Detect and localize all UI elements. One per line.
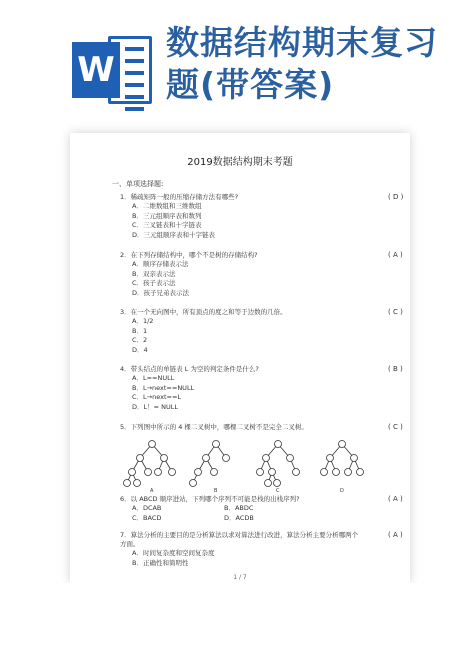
tree-label: C xyxy=(276,488,280,494)
question-2 xyxy=(120,251,403,298)
option: A．顺序存储表示法 xyxy=(132,260,189,268)
question-stem: 5．下列图中所示的 4 棵二叉树中，哪棵二叉树不是完全二叉树。 xyxy=(120,423,308,431)
question-3 xyxy=(120,308,403,355)
option: A．1/2 xyxy=(132,317,154,325)
question-answer: ( A ) xyxy=(388,531,403,539)
tree-label: B xyxy=(214,488,218,494)
question-answer: ( A ) xyxy=(388,251,403,259)
option: D．三元组顺序表和十字链表 xyxy=(132,230,216,239)
question-answer: ( C ) xyxy=(388,423,403,431)
option: A．时间复杂度和空间复杂度 xyxy=(132,549,215,557)
question-answer: ( B ) xyxy=(388,365,403,373)
option: B．正确性和简明性 xyxy=(132,558,189,567)
word-logo-glyph: W xyxy=(72,42,120,98)
question-answer: ( D ) xyxy=(388,193,404,201)
section-heading: 一、单项选择题: xyxy=(112,180,164,188)
option: A．二维数组和三维数组 xyxy=(132,202,202,210)
bottom-background xyxy=(0,583,474,669)
document-title: 2019数据结构期末考题 xyxy=(187,157,293,168)
question-answer: ( C ) xyxy=(388,308,403,316)
question-stem: 2．在下列存储结构中，哪个不是树的存储结构? xyxy=(120,251,258,259)
option: D．4 xyxy=(132,345,148,354)
option: D．孩子兄弟表示法 xyxy=(132,288,190,297)
option: B．1 xyxy=(132,326,148,335)
option: B．L→next==NULL xyxy=(132,383,195,392)
document-preview xyxy=(70,133,410,583)
question-7 xyxy=(120,531,403,568)
question-stem: 6．以 ABCD 顺序进站，下列哪个序列不可能是栈的出栈序列? xyxy=(120,495,300,503)
tree-b xyxy=(190,441,230,487)
question-4 xyxy=(120,365,403,412)
question-stem: 4．带头结点的单链表 L 为空的判定条件是什么? xyxy=(120,365,259,373)
question-5 xyxy=(120,423,403,432)
question-stem: 3．在一个无向图中，所有顶点的度之和等于边数的几倍。 xyxy=(120,308,287,316)
question-stem: 7．算法分析的主要目的是分析算法以求对算法进行改进，算法分析主要分析哪两个方面。 xyxy=(120,531,359,548)
option: C．三叉链表和十字链表 xyxy=(132,221,202,229)
option: A．DCAB xyxy=(132,504,162,512)
word-icon xyxy=(72,36,154,106)
option: A．L==NULL xyxy=(132,374,175,382)
title-line-2: 题(带答案) xyxy=(166,65,335,104)
tree-a xyxy=(124,441,176,487)
question-answer: ( A ) xyxy=(388,495,403,503)
option: B．双亲表示法 xyxy=(132,269,176,278)
page-title xyxy=(166,22,466,106)
question-stem: 1．稀疏矩阵一般的压缩存储方法有哪些? xyxy=(120,193,239,201)
option: C．2 xyxy=(132,336,148,344)
option: D．ACDB xyxy=(224,513,254,522)
header xyxy=(0,0,474,120)
tree-label: A xyxy=(150,488,154,494)
option: C．孩子表示法 xyxy=(132,279,176,287)
option: B．三元组顺序表和数列 xyxy=(132,211,202,220)
option: B．ABDC xyxy=(224,504,254,512)
tree-label: D xyxy=(340,488,344,494)
page-number: 1 / 7 xyxy=(233,574,247,581)
option: C．BACD xyxy=(132,513,162,522)
question-1 xyxy=(120,193,404,240)
option-grid xyxy=(132,504,332,523)
title-line-1: 数据结构期末复习 xyxy=(166,23,438,62)
tree-c xyxy=(257,441,300,487)
tree-labels xyxy=(120,438,380,494)
option: D．L！= NULL xyxy=(132,402,179,411)
question-6 xyxy=(120,495,403,523)
option: C．L→next==L xyxy=(132,393,182,401)
